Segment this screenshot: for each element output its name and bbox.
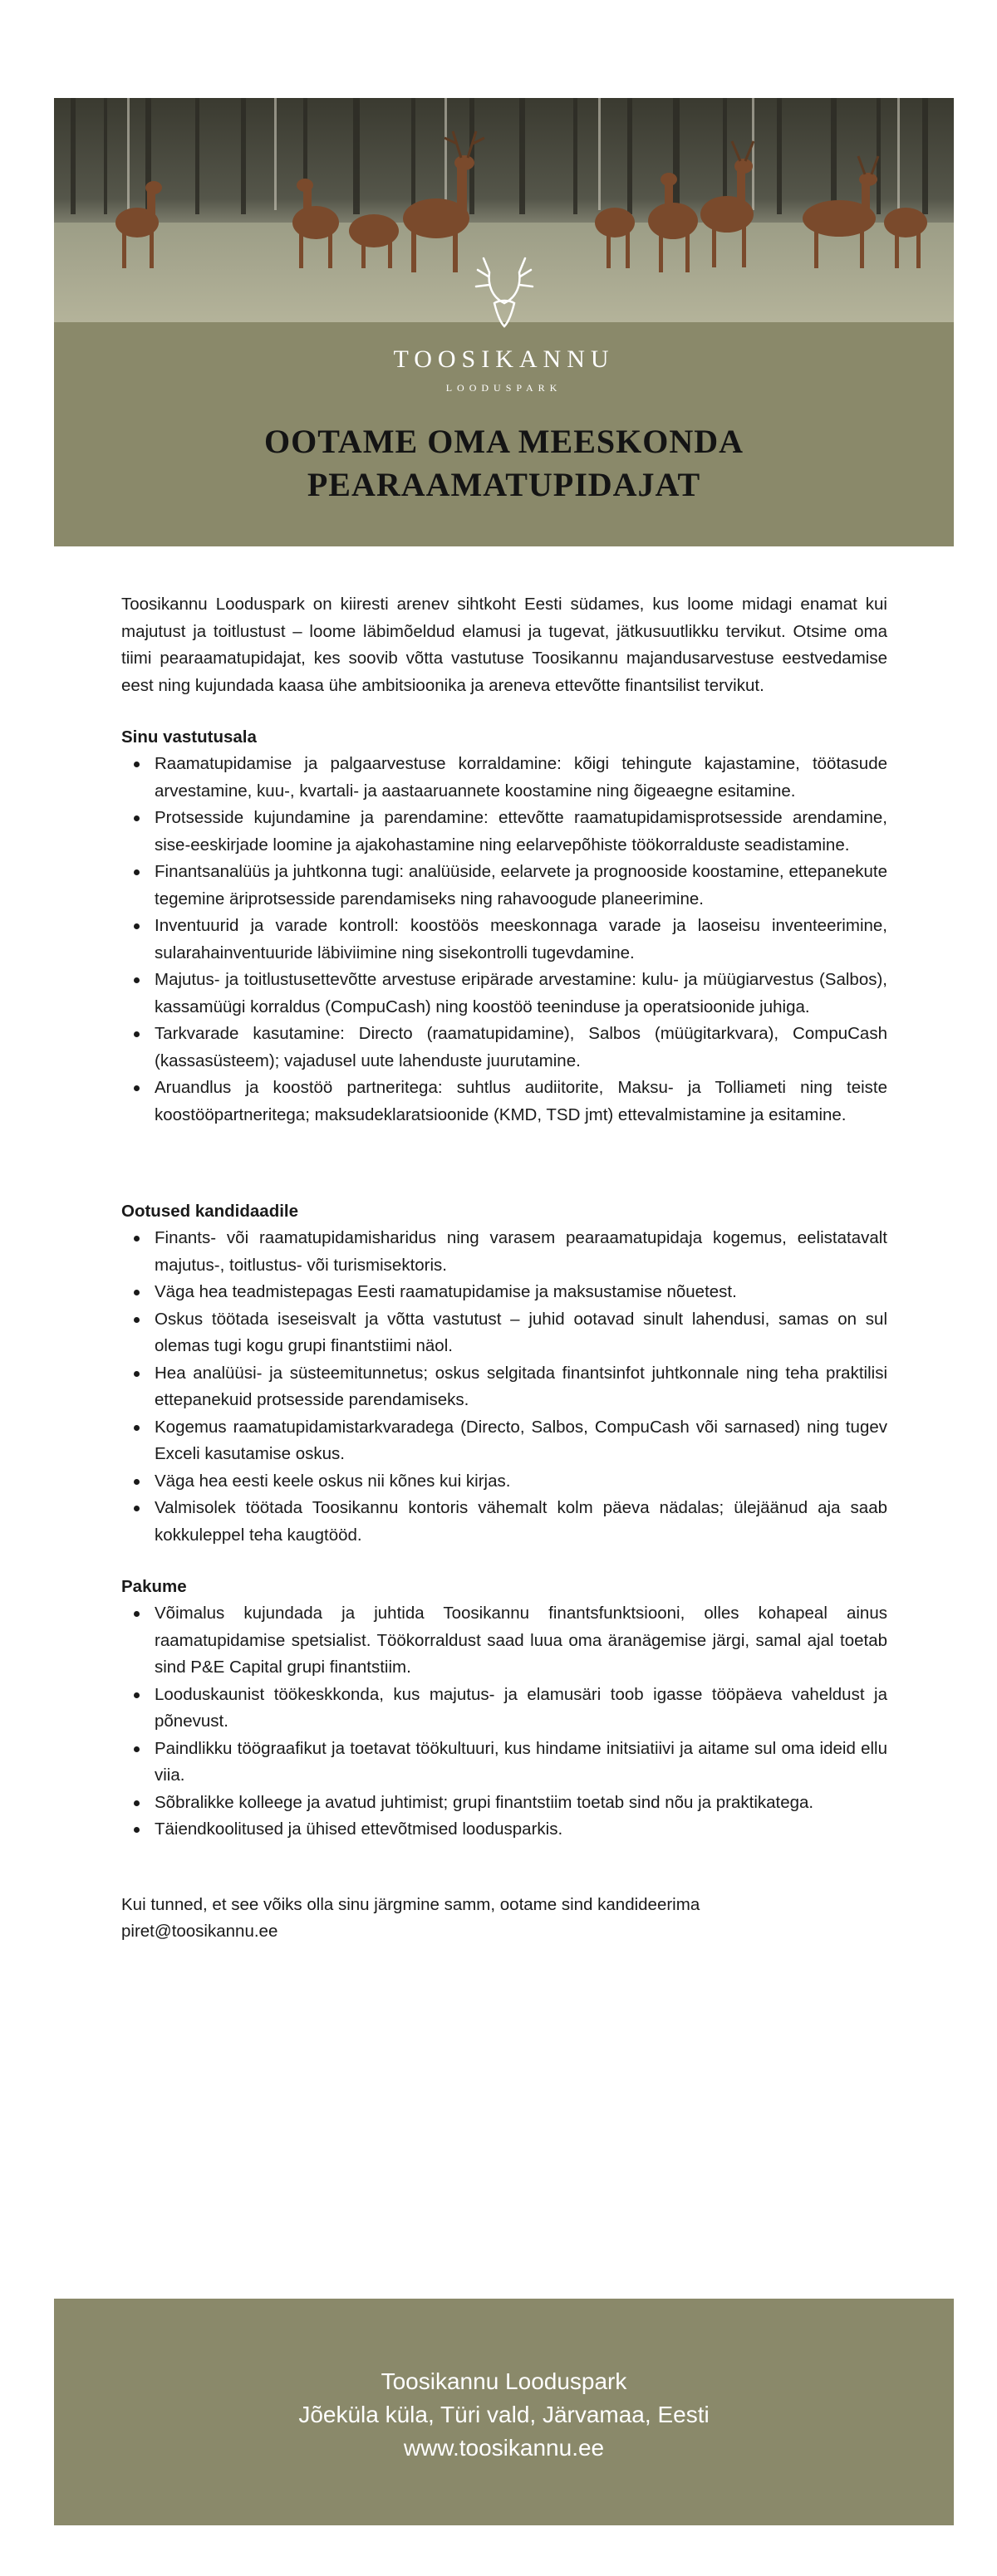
responsibilities-list [121,751,887,1129]
list-item: Oskus töötada iseseisvalt ja võtta vastutust – juhid ootavad sinult lahendusi, samas on sul olemas tugi kogu grupi finantstiimi näol. [155,1306,887,1360]
list-item: Protsesside kujundamine ja parendamine: ettevõtte raamatupidamisprotsesside arendamine, sise-eeskirjade loomine ja ajakohastamine ning eelarvepõhiste töökorralduste seadistamine. [155,805,887,859]
brand-name: TOOSIKANNU [393,345,615,373]
list-item: Valmisolek töötada Toosikannu kontoris vähemalt kolm päeva nädalas; ülejäänud aja saab kokkuleppel teha kaugtööd. [155,1495,887,1549]
closing-text: Kui tunned, et see võiks olla sinu järgmine samm, ootame sind kandideerima [121,1894,700,1914]
list-item: Finants- või raamatupidamisharidus ning varasem pearaamatupidaja kogemus, eelistatavalt majutus-, toitlustus- või turismisektoris. [155,1225,887,1279]
intro-paragraph: Toosikannu Looduspark on kiiresti arenev sihtkoht Eesti südames, kus loome midagi enamat kui majutust ja toitlustust – loome läbimõeldud elamusi ja tugevat, jätkusuutlikku tervikut. Otsime oma tiimi pearaamatupidajat, kes soovib võtta vastutuse Toosikannu majandusarvestuse eestvedamise eest ning kujundada kaasa ühe ambitsioonika ja areneva ettevõtte finantsilist tervikut. [121,595,887,695]
expectations-section [121,1198,887,1549]
footer-address: Jõeküla küla, Türi vald, Järvamaa, Eesti [298,2402,710,2427]
offer-section [121,1574,887,1844]
responsibilities-title: Sinu vastutusala [121,727,257,747]
list-item: Looduskaunist töökeskkonda, kus majutus- ja elamusäri toob igasse tööpäeva vaheldust ja põnevust. [155,1682,887,1736]
list-item: Hea analüüsi- ja süsteemitunnetus; oskus selgitada finantsinfot juhtkonnale ning teha praktilisi ettepanekuid protsesside parendamiseks. [155,1360,887,1414]
job-description [121,591,887,1946]
list-item: Väga hea teadmistepagas Eesti raamatupidamise ja maksustamise nõuetest. [155,1279,887,1306]
title-banner [54,322,954,546]
list-item: Kogemus raamatupidamistarkvaradega (Directo, Salbos, CompuCash või sarnased) ning tugev Exceli kasutamise oskus. [155,1414,887,1468]
list-item: Raamatupidamise ja palgaarvestuse korraldamine: kõigi tehingute kajastamine, töötasude arvestamine, kuu-, kvartali- ja aastaaruannete koostamine ning õigeaegne esitamine. [155,751,887,805]
list-item: Aruandlus ja koostöö partneritega: suhtlus audiitorite, Maksu- ja Tolliameti ning teiste koostööpartneritega; maksudeklaratsioonide (KMD, TSD jmt) ettevalmistamine ja esitamine. [155,1075,887,1129]
responsibilities-section [121,724,887,1129]
headline-line-2: PEARAAMATUPIDAJAT [307,466,701,503]
closing-paragraph [121,1892,887,1946]
offer-title: Pakume [121,1577,187,1596]
list-item: Täiendkoolitused ja ühised ettevõtmised loodusparkis. [155,1816,887,1844]
brand-subtitle: LOODUSPARK [445,382,562,394]
footer-company-name: Toosikannu Looduspark [381,2368,627,2394]
footer-website-link[interactable]: www.toosikannu.ee [403,2435,605,2461]
list-item: Tarkvarade kasutamine: Directo (raamatupidamine), Salbos (müügitarkvara), CompuCash (kassasüsteem); vajadusel uute lahenduste juurutamine. [155,1021,887,1075]
contact-email[interactable]: piret@toosikannu.ee [121,1922,278,1941]
headline-line-1: OOTAME OMA MEESKONDA [263,423,744,460]
page-headline [54,420,954,507]
deer-antler-logo-icon [454,252,554,331]
list-item: Võimalus kujundada ja juhtida Toosikannu finantsfunktsiooni, olles kohapeal ainus raamatupidamise spetsialist. Töökorraldust saad luua oma äranägemise järgi, samal ajal toetab sind P&E Capital grupi finantstiim. [155,1600,887,1682]
list-item: Sõbralikke kolleege ja avatud juhtimist; grupi finantstiim toetab sind nõu ja praktikatega. [155,1790,887,1817]
list-item: Inventuurid ja varade kontroll: koostöös meeskonnaga varade ja laoseisu inventeerimine, sularahainventuuride läbiviimine ning sisekontrolli tugevdamine. [155,913,887,967]
footer-banner [54,2299,954,2525]
list-item: Väga hea eesti keele oskus nii kõnes kui kirjas. [155,1468,887,1496]
list-item: Paindlikku töögraafikut ja toetavat töökultuuri, kus hindame initsiatiivi ja aitame sul oma ideid ellu viia. [155,1736,887,1790]
list-item: Majutus- ja toitlustusettevõtte arvestuse eripärade arvestamine: kulu- ja müügiarvestus (Salbos), kassamüügi korraldus (CompuCash) ning koostöö teeninduse ja operatsioonide juhiga. [155,967,887,1021]
offer-list [121,1600,887,1844]
list-item: Finantsanalüüs ja juhtkonna tugi: analüüside, eelarvete ja prognooside koostamine, ettepanekute tegemine äriprotsesside parendamiseks ning rahavoogude planeerimine. [155,859,887,913]
footer-contact-block [54,2365,954,2465]
expectations-title: Ootused kandidaadile [121,1202,299,1221]
expectations-list [121,1225,887,1549]
